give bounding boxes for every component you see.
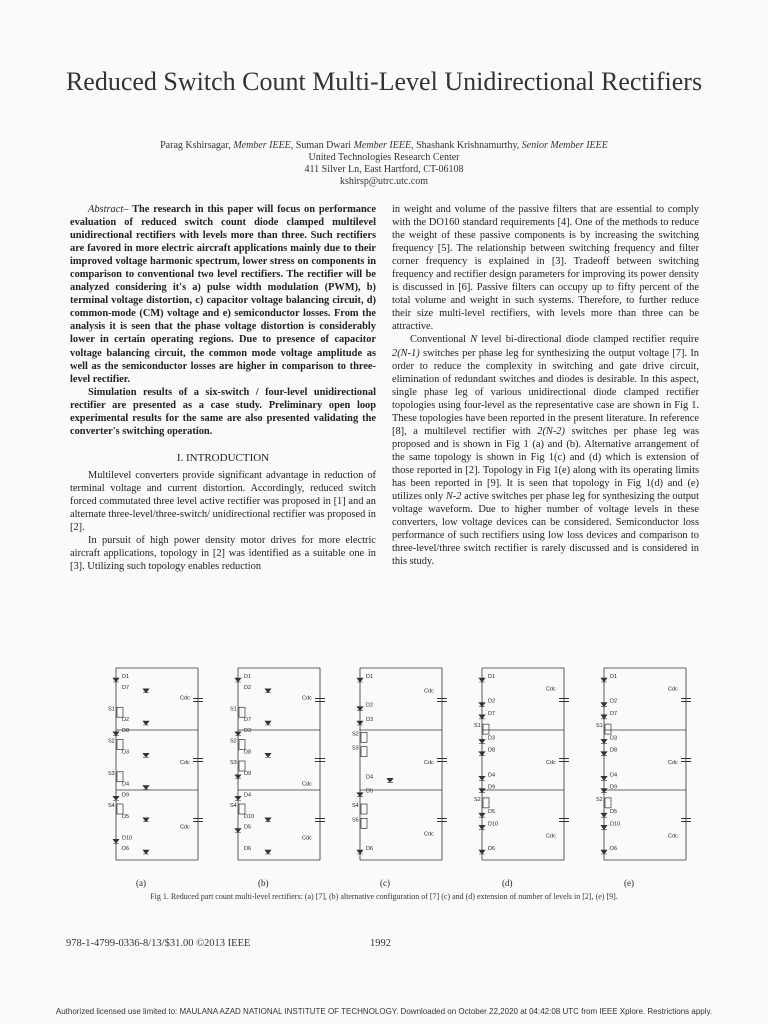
component-label: D5	[244, 824, 252, 831]
diode-symbol	[601, 789, 607, 793]
component-label: D1	[122, 674, 130, 680]
component-label: D5	[488, 809, 496, 816]
affiliation: United Technologies Research Center	[308, 152, 460, 163]
diode-symbol	[357, 721, 363, 725]
author-role: Member IEEE,	[353, 140, 417, 151]
figure-caption: Fig 1. Reduced part count multi-level rectifiers: (a) [7], (b) alternative configuration of [7] (c) and (d) extension of number of levels in [2], (e) [9].	[150, 892, 618, 901]
math-2n2: 2(N-2)	[537, 425, 565, 437]
diode-symbol	[235, 829, 241, 833]
address: 411 Silver Ln, East Hartford, CT-06108	[304, 164, 464, 175]
component-label: D10	[488, 821, 499, 828]
diode-symbol	[479, 703, 485, 707]
panel-label: (b)	[258, 878, 269, 888]
component-label: S4	[352, 803, 359, 809]
figure-1	[88, 660, 698, 892]
diode-symbol	[113, 678, 119, 682]
text-run: Conventional	[410, 334, 471, 346]
diode-symbol	[387, 778, 393, 782]
component-label: D7	[122, 684, 130, 691]
circuit-diagrams	[88, 660, 698, 892]
diode-symbol	[265, 721, 271, 725]
intro-paragraph-2: In pursuit of high power density motor drives for more electric aircraft applications, topology in [2] was identified as a suitable one in [3]. Utilizing such topology enables reduction	[70, 535, 376, 573]
diode-symbol	[235, 678, 241, 682]
switch-symbol	[239, 707, 245, 717]
license-notice: Authorized licensed use limited to: MAULANA AZAD NATIONAL INSTITUTE OF TECHNOLOGY. Downloaded on October 22,2020 at 04:42:08 UTC from IEEE Xplore. Restrictions apply.	[55, 1007, 713, 1016]
component-label: Cdc	[424, 831, 434, 838]
switch-symbol	[239, 761, 245, 771]
component-label: D3	[488, 735, 496, 742]
diode-symbol	[235, 796, 241, 800]
component-label: S3	[108, 770, 115, 777]
diode-symbol	[143, 753, 149, 757]
diode-symbol	[601, 678, 607, 682]
component-label: D6	[122, 846, 130, 852]
author-name: Parag Kshirsagar,	[160, 140, 234, 151]
panel-label: (c)	[380, 878, 390, 888]
component-label: S2	[230, 738, 237, 745]
switch-symbol	[605, 724, 611, 734]
component-label: D8	[610, 747, 618, 754]
component-label: D1	[244, 674, 252, 680]
switch-symbol	[361, 804, 367, 814]
diode-symbol	[235, 732, 241, 736]
component-label: D4	[122, 781, 130, 788]
component-label: D8	[244, 749, 252, 756]
component-label: D3	[244, 727, 252, 734]
section-heading: I. INTRODUCTION	[176, 451, 270, 464]
intro-paragraph-1: Multilevel converters provide significant advantage in reduction of terminal voltage and current distortion. Accordingly, reduced switch forced commutated three level active rectifier was proposed in [1] and an alternate three-level/three-switch/ unidirectional rectifier was proposed in [2].	[70, 469, 376, 534]
component-label: D7	[488, 710, 496, 717]
diode-symbol	[235, 775, 241, 779]
switch-symbol	[117, 740, 123, 750]
component-label: S2	[352, 731, 359, 738]
diode-symbol	[143, 786, 149, 790]
component-label: Cdc	[546, 686, 556, 693]
switch-symbol	[239, 740, 245, 750]
author-line	[60, 140, 708, 152]
component-label: D9	[122, 792, 130, 799]
component-label: Cdc	[668, 833, 678, 840]
text-run: active switches per phase leg for synthesizing the output voltage waveform. Due to higher number of voltage levels in these converters, low voltage devices can be considered. Semiconductor loss performance of such rectifiers using low loss devices and comparison to three-level/three switch rectifier is rarely discussed and is considered in this study.	[392, 491, 699, 568]
component-label: D5	[366, 788, 374, 795]
component-label: D9	[488, 784, 496, 791]
component-label: Cdc	[668, 760, 678, 766]
diode-symbol	[265, 689, 271, 693]
component-label: Cdc	[180, 760, 190, 766]
component-label: D7	[610, 710, 618, 717]
diode-symbol	[265, 753, 271, 757]
component-label: D1	[488, 674, 496, 680]
component-label: D6	[488, 846, 496, 852]
component-label: D4	[610, 772, 618, 779]
component-label: S3	[352, 745, 359, 752]
panel-label: (e)	[624, 878, 634, 888]
diode-symbol	[479, 813, 485, 817]
component-label: D1	[366, 674, 374, 680]
diode-symbol	[265, 850, 271, 854]
component-label: D4	[366, 774, 374, 781]
diode-symbol	[265, 818, 271, 822]
component-label: D6	[366, 846, 374, 852]
author-block	[60, 140, 708, 188]
component-label: Cdc	[302, 835, 312, 842]
component-label: S1	[596, 723, 603, 730]
component-label: S1	[108, 706, 115, 713]
component-label: Cdc	[180, 824, 190, 831]
component-label: D4	[244, 792, 252, 799]
diode-symbol	[479, 739, 485, 743]
abstract-text: The research in this paper will focus on performance evaluation of reduced switch count diode clamped multilevel unidirectional rectifiers with levels more than three. Such rectifiers are favored in more electric aircraft applications mainly due to their improved voltage harmonic spectrum, lower stress on components in comparison to conventional two level rectifiers. The rectifier will be analyzed considering it's a) pulse width modulation (PWM), b) terminal voltage distortion, c) capacitor voltage balancing circuit, d) common-mode (CM) voltage and e) semiconductor losses. From the analysis it is seen that the phase voltage distortion is considerably lower in certain operating regions. Due to presence of capacitor voltage balancing circuit, the common mode voltage amplitude as well as the semiconductor losses are higher in comparison to three-level rectifier.	[70, 204, 376, 385]
component-label: D2	[488, 698, 496, 705]
switch-symbol	[117, 804, 123, 814]
body-paragraph-2	[392, 333, 699, 568]
component-label: D2	[122, 717, 130, 723]
component-label: S3	[230, 760, 237, 766]
component-label: D8	[488, 747, 496, 754]
component-label: S2	[108, 738, 115, 745]
abstract-dash: –	[123, 204, 129, 215]
author-role: Senior Member IEEE	[521, 140, 608, 151]
diode-symbol	[479, 825, 485, 829]
diode-symbol	[601, 715, 607, 719]
component-label: D2	[244, 684, 252, 691]
component-label: Cdc	[424, 760, 434, 766]
diode-symbol	[357, 678, 363, 682]
component-label: Cdc	[546, 833, 556, 840]
switch-symbol	[483, 724, 489, 734]
component-label: D1	[610, 674, 618, 680]
component-label: D7	[244, 717, 252, 723]
component-label: S1	[230, 706, 237, 713]
author-role: Member IEEE,	[233, 140, 296, 151]
diode-symbol	[357, 707, 363, 711]
diode-symbol	[143, 689, 149, 693]
component-label: D4	[488, 772, 496, 779]
page-number: 1992	[370, 938, 391, 949]
diode-symbol	[143, 818, 149, 822]
math-n: N	[470, 334, 478, 346]
left-column	[70, 203, 376, 573]
diode-symbol	[479, 789, 485, 793]
component-label: D10	[122, 835, 133, 842]
diode-symbol	[143, 721, 149, 725]
abstract-paragraph	[70, 203, 376, 386]
author-name: Shashank Krishnamurthy,	[416, 140, 522, 151]
diode-symbol	[601, 850, 607, 854]
switch-symbol	[117, 707, 123, 717]
panel-label: (a)	[136, 878, 146, 888]
component-label: S4	[230, 803, 237, 809]
component-label: S5	[352, 817, 359, 824]
component-label: S1	[474, 723, 481, 730]
diode-symbol	[601, 776, 607, 780]
component-label: D5	[122, 813, 130, 820]
component-label: D8	[122, 727, 130, 734]
diode-symbol	[113, 732, 119, 736]
switch-symbol	[483, 798, 489, 808]
component-label: Cdc	[302, 695, 312, 702]
component-label: S4	[108, 803, 115, 809]
switch-symbol	[361, 747, 367, 757]
math-2n1: 2(N-1)	[392, 347, 420, 359]
component-label: D3	[610, 735, 618, 742]
switch-symbol	[361, 732, 367, 742]
panel-label: (d)	[502, 878, 513, 888]
text-run: level bi-directional diode clamped rectifier require	[477, 334, 699, 346]
text-run: switches per phase leg was proposed and is shown in Fig 1 (a) and (b). Alternative arrangement of the same topology is shown in Fig 1(c) and (d) which is extension of those reported in [2]. Topology in Fig 1(e) along with its operating limits has been reported in [9]. It is seen that topology in Fig 1(d) and (e) utilizes only	[392, 425, 699, 503]
diode-symbol	[479, 776, 485, 780]
author-name: Suman Dwari	[295, 140, 354, 151]
diode-symbol	[479, 678, 485, 682]
component-label: D2	[366, 702, 374, 709]
diode-symbol	[479, 850, 485, 854]
component-label: D2	[610, 698, 618, 705]
diode-symbol	[357, 793, 363, 797]
diode-symbol	[601, 825, 607, 829]
component-label: S2	[474, 796, 481, 803]
math-n2: N-2	[445, 491, 462, 503]
component-label: Cdc	[668, 686, 678, 693]
abstract-paragraph-2: Simulation results of a six-switch / four-level unidirectional rectifier are presented as a case study. Preliminary open loop experimental results for the same are also presented validating the converter's switching operation.	[70, 386, 376, 437]
diode-symbol	[143, 850, 149, 854]
component-label: D6	[244, 846, 252, 852]
paper-title: Reduced Switch Count Multi-Level Unidirectional Rectifiers	[65, 67, 703, 96]
diode-symbol	[113, 839, 119, 843]
abstract-label: Abstract	[88, 204, 124, 215]
email: kshirsp@utrc.utc.com	[339, 176, 429, 187]
component-label: D10	[610, 821, 621, 828]
component-label: D3	[122, 749, 130, 756]
body-paragraph-1: in weight and volume of the passive filters that are essential to comply with the DO160 standard requirements [4]. One of the methods to reduce the weight of these passive components is by increasing the switching frequency [5]. The relationship between switching frequency and filter corner frequency is explained in [3]. Tradeoff between switching frequency and rectifier design parameters for improving its power density is discussed in [6]. Passive filters can occupy up to fifty percent of the total volume and weight in such systems. Therefore, to further reduce their size multi-level rectifiers, with levels more than three can be attractive.	[392, 204, 699, 333]
component-label: D3	[366, 717, 374, 723]
diode-symbol	[479, 715, 485, 719]
diode-symbol	[601, 752, 607, 756]
switch-symbol	[605, 798, 611, 808]
component-label: D10	[244, 813, 255, 820]
component-label: D6	[610, 846, 618, 852]
right-column	[392, 203, 699, 568]
component-label: Cdc	[546, 760, 556, 766]
diode-symbol	[479, 752, 485, 756]
switch-symbol	[361, 818, 367, 828]
diode-symbol	[113, 796, 119, 800]
component-label: Cdc	[302, 781, 312, 788]
component-label: D5	[610, 809, 618, 816]
switch-symbol	[117, 772, 123, 782]
text-run: switches per phase leg for synthesizing the output voltage [7]. In order to reduce the complexity in switching and gate drive circuit, elimination of redundant switches and diodes is desirable. In this aspect, single phase leg of various unidirectional diode clamped rectifier topologies using four-level as the representative case are shown in Fig 1. These topologies have been reported in the present literature. In reference [8], a multilevel rectifier with	[392, 347, 699, 437]
component-label: S2	[596, 796, 603, 803]
diode-symbol	[601, 703, 607, 707]
switch-symbol	[239, 804, 245, 814]
diode-symbol	[601, 813, 607, 817]
diode-symbol	[601, 739, 607, 743]
component-label: Cdc	[180, 695, 190, 702]
copyright-footer: 978-1-4799-0336-8/13/$31.00 ©2013 IEEE	[66, 938, 251, 949]
component-label: Cdc	[424, 688, 434, 695]
diode-symbol	[357, 850, 363, 854]
component-label: D9	[244, 770, 252, 777]
component-label: D9	[610, 784, 618, 791]
